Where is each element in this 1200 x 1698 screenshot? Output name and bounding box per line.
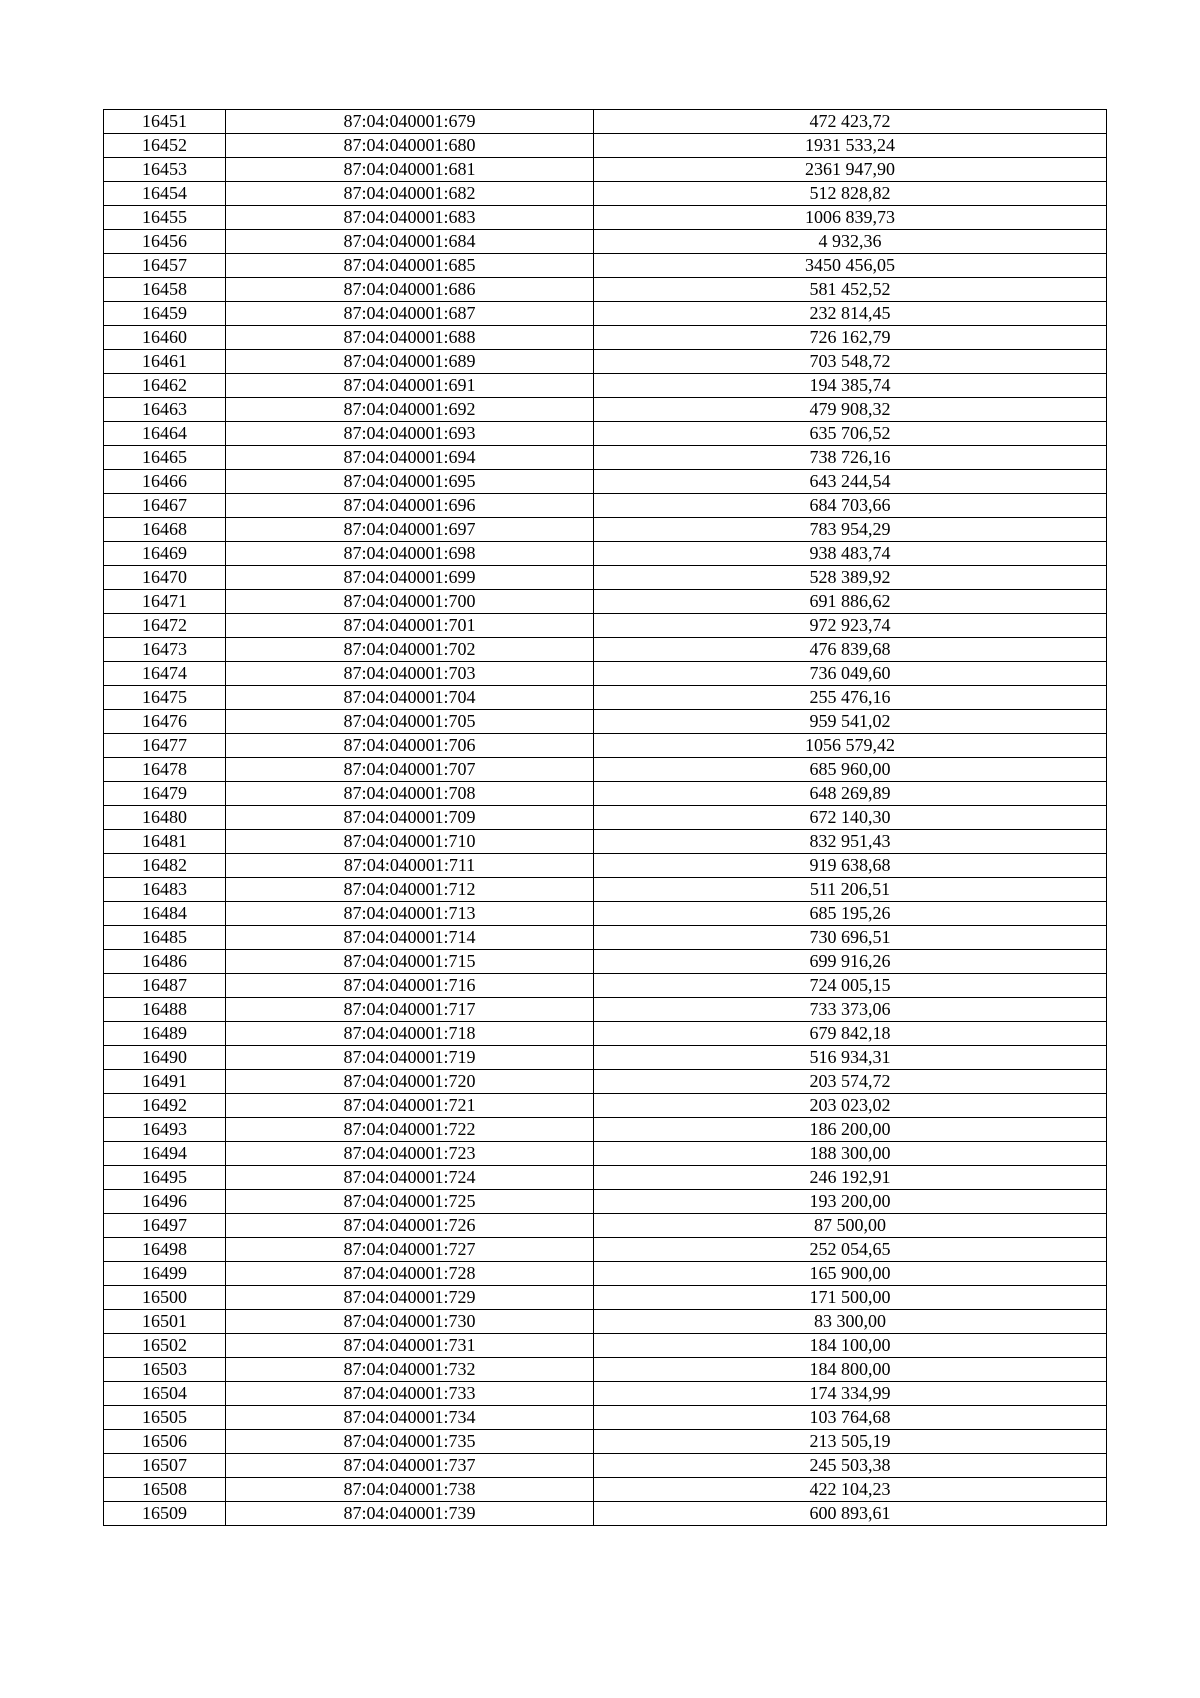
table-row <box>104 590 1107 614</box>
cadastral-number-cell: 87:04:040001:714 <box>226 926 594 950</box>
table-row <box>104 110 1107 134</box>
table-row <box>104 614 1107 638</box>
cadastral-number-cell: 87:04:040001:709 <box>226 806 594 830</box>
row-number-cell: 16461 <box>104 350 226 374</box>
cadastral-value-cell: 2361 947,90 <box>594 158 1107 182</box>
row-number-cell: 16490 <box>104 1046 226 1070</box>
row-number-cell: 16453 <box>104 158 226 182</box>
cadastral-value-cell: 528 389,92 <box>594 566 1107 590</box>
row-number-cell: 16463 <box>104 398 226 422</box>
table-row <box>104 758 1107 782</box>
table-row <box>104 422 1107 446</box>
row-number-cell: 16481 <box>104 830 226 854</box>
cadastral-number-cell: 87:04:040001:702 <box>226 638 594 662</box>
row-number-cell: 16470 <box>104 566 226 590</box>
row-number-cell: 16472 <box>104 614 226 638</box>
row-number-cell: 16503 <box>104 1358 226 1382</box>
cadastral-number-cell: 87:04:040001:716 <box>226 974 594 998</box>
cadastral-number-cell: 87:04:040001:715 <box>226 950 594 974</box>
row-number-cell: 16451 <box>104 110 226 134</box>
cadastral-value-cell: 186 200,00 <box>594 1118 1107 1142</box>
table-row <box>104 350 1107 374</box>
table-row <box>104 566 1107 590</box>
cadastral-value-cell: 184 100,00 <box>594 1334 1107 1358</box>
table-row <box>104 1382 1107 1406</box>
row-number-cell: 16459 <box>104 302 226 326</box>
table-body <box>104 110 1107 1526</box>
row-number-cell: 16464 <box>104 422 226 446</box>
cadastral-value-cell: 87 500,00 <box>594 1214 1107 1238</box>
table-row <box>104 1214 1107 1238</box>
row-number-cell: 16492 <box>104 1094 226 1118</box>
row-number-cell: 16457 <box>104 254 226 278</box>
cadastral-value-cell: 736 049,60 <box>594 662 1107 686</box>
cadastral-number-cell: 87:04:040001:679 <box>226 110 594 134</box>
table-row <box>104 830 1107 854</box>
cadastral-value-cell: 703 548,72 <box>594 350 1107 374</box>
cadastral-value-cell: 581 452,52 <box>594 278 1107 302</box>
row-number-cell: 16488 <box>104 998 226 1022</box>
cadastral-value-cell: 726 162,79 <box>594 326 1107 350</box>
table-row <box>104 878 1107 902</box>
cadastral-value-cell: 193 200,00 <box>594 1190 1107 1214</box>
table-row <box>104 1142 1107 1166</box>
row-number-cell: 16501 <box>104 1310 226 1334</box>
row-number-cell: 16499 <box>104 1262 226 1286</box>
cadastral-number-cell: 87:04:040001:725 <box>226 1190 594 1214</box>
row-number-cell: 16475 <box>104 686 226 710</box>
table-row <box>104 278 1107 302</box>
cadastral-number-cell: 87:04:040001:685 <box>226 254 594 278</box>
cadastral-number-cell: 87:04:040001:718 <box>226 1022 594 1046</box>
table-row <box>104 1022 1107 1046</box>
cadastral-value-cell: 738 726,16 <box>594 446 1107 470</box>
cadastral-value-cell: 232 814,45 <box>594 302 1107 326</box>
table-row <box>104 398 1107 422</box>
table-row <box>104 1478 1107 1502</box>
cadastral-number-cell: 87:04:040001:712 <box>226 878 594 902</box>
row-number-cell: 16505 <box>104 1406 226 1430</box>
cadastral-value-cell: 188 300,00 <box>594 1142 1107 1166</box>
row-number-cell: 16462 <box>104 374 226 398</box>
cadastral-number-cell: 87:04:040001:739 <box>226 1502 594 1526</box>
table-row <box>104 950 1107 974</box>
row-number-cell: 16485 <box>104 926 226 950</box>
table-row <box>104 1094 1107 1118</box>
cadastral-value-cell: 1931 533,24 <box>594 134 1107 158</box>
table-row <box>104 374 1107 398</box>
cadastral-number-cell: 87:04:040001:700 <box>226 590 594 614</box>
cadastral-number-cell: 87:04:040001:689 <box>226 350 594 374</box>
row-number-cell: 16504 <box>104 1382 226 1406</box>
cadastral-number-cell: 87:04:040001:680 <box>226 134 594 158</box>
cadastral-value-cell: 171 500,00 <box>594 1286 1107 1310</box>
row-number-cell: 16500 <box>104 1286 226 1310</box>
cadastral-number-cell: 87:04:040001:711 <box>226 854 594 878</box>
cadastral-value-cell: 1006 839,73 <box>594 206 1107 230</box>
row-number-cell: 16460 <box>104 326 226 350</box>
table-row <box>104 1310 1107 1334</box>
row-number-cell: 16489 <box>104 1022 226 1046</box>
cadastral-value-cell: 733 373,06 <box>594 998 1107 1022</box>
cadastral-number-cell: 87:04:040001:684 <box>226 230 594 254</box>
cadastral-number-cell: 87:04:040001:732 <box>226 1358 594 1382</box>
row-number-cell: 16482 <box>104 854 226 878</box>
cadastral-value-cell: 643 244,54 <box>594 470 1107 494</box>
cadastral-number-cell: 87:04:040001:691 <box>226 374 594 398</box>
cadastral-number-cell: 87:04:040001:735 <box>226 1430 594 1454</box>
cadastral-value-cell: 252 054,65 <box>594 1238 1107 1262</box>
cadastral-value-cell: 83 300,00 <box>594 1310 1107 1334</box>
cadastral-number-cell: 87:04:040001:708 <box>226 782 594 806</box>
row-number-cell: 16486 <box>104 950 226 974</box>
table-row <box>104 1070 1107 1094</box>
table-row <box>104 638 1107 662</box>
table-row <box>104 1430 1107 1454</box>
cadastral-number-cell: 87:04:040001:682 <box>226 182 594 206</box>
cadastral-value-cell: 213 505,19 <box>594 1430 1107 1454</box>
table-row <box>104 734 1107 758</box>
table-row <box>104 158 1107 182</box>
cadastral-number-cell: 87:04:040001:695 <box>226 470 594 494</box>
cadastral-value-cell: 699 916,26 <box>594 950 1107 974</box>
row-number-cell: 16493 <box>104 1118 226 1142</box>
cadastral-value-cell: 672 140,30 <box>594 806 1107 830</box>
cadastral-number-cell: 87:04:040001:737 <box>226 1454 594 1478</box>
cadastral-number-cell: 87:04:040001:703 <box>226 662 594 686</box>
row-number-cell: 16507 <box>104 1454 226 1478</box>
table-row <box>104 806 1107 830</box>
row-number-cell: 16496 <box>104 1190 226 1214</box>
row-number-cell: 16476 <box>104 710 226 734</box>
row-number-cell: 16469 <box>104 542 226 566</box>
table-row <box>104 1334 1107 1358</box>
row-number-cell: 16465 <box>104 446 226 470</box>
cadastral-value-cell: 783 954,29 <box>594 518 1107 542</box>
row-number-cell: 16479 <box>104 782 226 806</box>
cadastral-value-cell: 103 764,68 <box>594 1406 1107 1430</box>
cadastral-value-cell: 511 206,51 <box>594 878 1107 902</box>
row-number-cell: 16506 <box>104 1430 226 1454</box>
cadastral-value-cell: 422 104,23 <box>594 1478 1107 1502</box>
cadastral-number-cell: 87:04:040001:721 <box>226 1094 594 1118</box>
row-number-cell: 16478 <box>104 758 226 782</box>
row-number-cell: 16494 <box>104 1142 226 1166</box>
table-row <box>104 302 1107 326</box>
cadastral-number-cell: 87:04:040001:698 <box>226 542 594 566</box>
cadastral-number-cell: 87:04:040001:681 <box>226 158 594 182</box>
cadastral-number-cell: 87:04:040001:733 <box>226 1382 594 1406</box>
cadastral-value-cell: 479 908,32 <box>594 398 1107 422</box>
table-row <box>104 686 1107 710</box>
table-row <box>104 1406 1107 1430</box>
cadastral-value-cell: 691 886,62 <box>594 590 1107 614</box>
cadastral-number-cell: 87:04:040001:719 <box>226 1046 594 1070</box>
cadastral-number-cell: 87:04:040001:722 <box>226 1118 594 1142</box>
cadastral-value-cell: 919 638,68 <box>594 854 1107 878</box>
row-number-cell: 16468 <box>104 518 226 542</box>
table-row <box>104 1454 1107 1478</box>
cadastral-value-cell: 245 503,38 <box>594 1454 1107 1478</box>
table-row <box>104 206 1107 230</box>
cadastral-value-cell: 679 842,18 <box>594 1022 1107 1046</box>
cadastral-number-cell: 87:04:040001:728 <box>226 1262 594 1286</box>
table-row <box>104 902 1107 926</box>
table-row <box>104 974 1107 998</box>
table-row <box>104 1502 1107 1526</box>
cadastral-value-cell: 255 476,16 <box>594 686 1107 710</box>
cadastral-number-cell: 87:04:040001:726 <box>226 1214 594 1238</box>
cadastral-value-cell: 165 900,00 <box>594 1262 1107 1286</box>
cadastral-value-cell: 472 423,72 <box>594 110 1107 134</box>
cadastral-value-cell: 635 706,52 <box>594 422 1107 446</box>
cadastral-number-cell: 87:04:040001:738 <box>226 1478 594 1502</box>
table-row <box>104 998 1107 1022</box>
cadastral-number-cell: 87:04:040001:686 <box>226 278 594 302</box>
row-number-cell: 16508 <box>104 1478 226 1502</box>
cadastral-number-cell: 87:04:040001:717 <box>226 998 594 1022</box>
table-row <box>104 1286 1107 1310</box>
table-row <box>104 542 1107 566</box>
cadastral-value-cell: 516 934,31 <box>594 1046 1107 1070</box>
row-number-cell: 16473 <box>104 638 226 662</box>
cadastral-value-cell: 203 023,02 <box>594 1094 1107 1118</box>
cadastral-value-cell: 600 893,61 <box>594 1502 1107 1526</box>
cadastral-number-cell: 87:04:040001:697 <box>226 518 594 542</box>
cadastral-value-cell: 512 828,82 <box>594 182 1107 206</box>
cadastral-value-cell: 685 960,00 <box>594 758 1107 782</box>
table-row <box>104 326 1107 350</box>
cadastral-value-cell: 684 703,66 <box>594 494 1107 518</box>
cadastral-number-cell: 87:04:040001:699 <box>226 566 594 590</box>
row-number-cell: 16452 <box>104 134 226 158</box>
cadastral-value-cell: 203 574,72 <box>594 1070 1107 1094</box>
row-number-cell: 16487 <box>104 974 226 998</box>
cadastral-number-cell: 87:04:040001:687 <box>226 302 594 326</box>
row-number-cell: 16502 <box>104 1334 226 1358</box>
cadastral-number-cell: 87:04:040001:710 <box>226 830 594 854</box>
table-row <box>104 230 1107 254</box>
table-row <box>104 710 1107 734</box>
cadastral-number-cell: 87:04:040001:692 <box>226 398 594 422</box>
cadastral-value-cell: 938 483,74 <box>594 542 1107 566</box>
cadastral-value-cell: 724 005,15 <box>594 974 1107 998</box>
row-number-cell: 16509 <box>104 1502 226 1526</box>
table-row <box>104 182 1107 206</box>
row-number-cell: 16491 <box>104 1070 226 1094</box>
cadastral-number-cell: 87:04:040001:730 <box>226 1310 594 1334</box>
row-number-cell: 16480 <box>104 806 226 830</box>
cadastral-value-cell: 4 932,36 <box>594 230 1107 254</box>
table-row <box>104 470 1107 494</box>
cadastral-number-cell: 87:04:040001:693 <box>226 422 594 446</box>
cadastral-number-cell: 87:04:040001:713 <box>226 902 594 926</box>
cadastral-number-cell: 87:04:040001:729 <box>226 1286 594 1310</box>
cadastral-number-cell: 87:04:040001:696 <box>226 494 594 518</box>
row-number-cell: 16497 <box>104 1214 226 1238</box>
row-number-cell: 16455 <box>104 206 226 230</box>
table-row <box>104 1262 1107 1286</box>
table-row <box>104 134 1107 158</box>
cadastral-number-cell: 87:04:040001:694 <box>226 446 594 470</box>
cadastral-number-cell: 87:04:040001:701 <box>226 614 594 638</box>
cadastral-value-cell: 1056 579,42 <box>594 734 1107 758</box>
cadastral-value-cell: 730 696,51 <box>594 926 1107 950</box>
cadastral-value-cell: 972 923,74 <box>594 614 1107 638</box>
row-number-cell: 16495 <box>104 1166 226 1190</box>
row-number-cell: 16456 <box>104 230 226 254</box>
table-row <box>104 1358 1107 1382</box>
cadastral-value-cell: 3450 456,05 <box>594 254 1107 278</box>
row-number-cell: 16454 <box>104 182 226 206</box>
cadastral-number-cell: 87:04:040001:683 <box>226 206 594 230</box>
table-row <box>104 1166 1107 1190</box>
cadastral-value-cell: 184 800,00 <box>594 1358 1107 1382</box>
cadastral-number-cell: 87:04:040001:688 <box>226 326 594 350</box>
cadastral-number-cell: 87:04:040001:727 <box>226 1238 594 1262</box>
row-number-cell: 16458 <box>104 278 226 302</box>
table-row <box>104 1046 1107 1070</box>
table-row <box>104 1190 1107 1214</box>
cadastral-number-cell: 87:04:040001:707 <box>226 758 594 782</box>
table-row <box>104 854 1107 878</box>
cadastral-value-cell: 648 269,89 <box>594 782 1107 806</box>
cadastral-value-cell: 246 192,91 <box>594 1166 1107 1190</box>
table-row <box>104 518 1107 542</box>
cadastral-value-cell: 959 541,02 <box>594 710 1107 734</box>
row-number-cell: 16471 <box>104 590 226 614</box>
cadastral-value-cell: 476 839,68 <box>594 638 1107 662</box>
cadastral-number-cell: 87:04:040001:723 <box>226 1142 594 1166</box>
row-number-cell: 16484 <box>104 902 226 926</box>
table-row <box>104 926 1107 950</box>
cadastral-number-cell: 87:04:040001:704 <box>226 686 594 710</box>
row-number-cell: 16498 <box>104 1238 226 1262</box>
table-row <box>104 1118 1107 1142</box>
cadastral-number-cell: 87:04:040001:731 <box>226 1334 594 1358</box>
row-number-cell: 16477 <box>104 734 226 758</box>
cadastral-value-table <box>103 109 1107 1526</box>
row-number-cell: 16474 <box>104 662 226 686</box>
table-row <box>104 494 1107 518</box>
cadastral-number-cell: 87:04:040001:705 <box>226 710 594 734</box>
table-row <box>104 446 1107 470</box>
cadastral-number-cell: 87:04:040001:706 <box>226 734 594 758</box>
cadastral-value-cell: 832 951,43 <box>594 830 1107 854</box>
cadastral-number-cell: 87:04:040001:720 <box>226 1070 594 1094</box>
row-number-cell: 16467 <box>104 494 226 518</box>
cadastral-number-cell: 87:04:040001:734 <box>226 1406 594 1430</box>
row-number-cell: 16483 <box>104 878 226 902</box>
table-row <box>104 782 1107 806</box>
table-row <box>104 1238 1107 1262</box>
row-number-cell: 16466 <box>104 470 226 494</box>
cadastral-value-cell: 174 334,99 <box>594 1382 1107 1406</box>
cadastral-number-cell: 87:04:040001:724 <box>226 1166 594 1190</box>
cadastral-value-cell: 194 385,74 <box>594 374 1107 398</box>
table-row <box>104 254 1107 278</box>
table-row <box>104 662 1107 686</box>
cadastral-value-cell: 685 195,26 <box>594 902 1107 926</box>
